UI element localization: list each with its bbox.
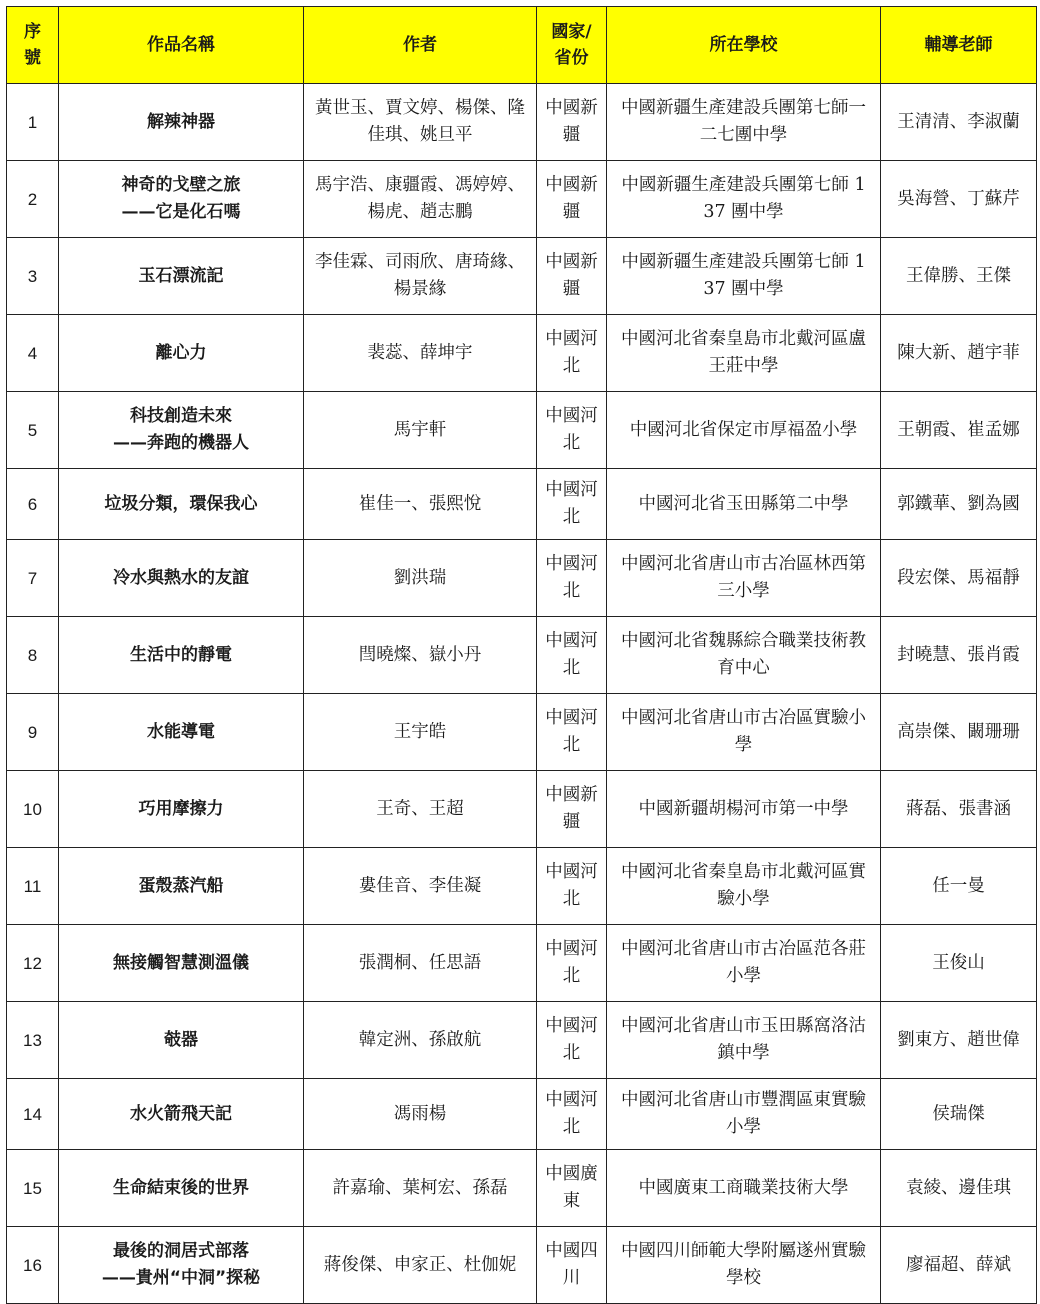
advisors-cell: 任一曼 [881,848,1037,925]
header-authors: 作者 [304,7,537,84]
advisors-cell: 蔣磊、張書涵 [881,771,1037,848]
row-index: 7 [7,540,59,617]
authors-cell: 王宇皓 [304,694,537,771]
work-title-line: 垃圾分類，環保我心 [104,493,258,514]
country-cell: 中國河北 [537,315,607,392]
advisors-cell: 段宏傑、馬福靜 [881,540,1037,617]
work-title [59,694,304,771]
work-title-line: 玉石漂流記 [138,265,224,286]
country-cell: 中國河北 [537,617,607,694]
advisors-cell: 郭鐵華、劉為國 [881,469,1037,540]
row-index: 4 [7,315,59,392]
work-title [59,469,304,540]
work-title [59,771,304,848]
work-title-line: 水能導電 [147,721,215,742]
country-cell: 中國四川 [537,1227,607,1304]
country-cell: 中國新疆 [537,161,607,238]
advisors-cell: 廖福超、薛斌 [881,1227,1037,1304]
table-row [7,540,1037,617]
authors-cell: 王奇、王超 [304,771,537,848]
country-cell: 中國新疆 [537,771,607,848]
work-title-line: 攲器 [164,1029,198,1050]
school-cell: 中國四川師範大學附屬遂州實驗學校 [607,1227,881,1304]
table-row [7,315,1037,392]
work-title-line: 離心力 [155,342,207,363]
advisors-cell: 王俊山 [881,925,1037,1002]
awards-table [6,6,1037,1304]
school-cell: 中國河北省秦皇島市北戴河區盧王莊中學 [607,315,881,392]
school-cell: 中國新疆生產建設兵團第七師 137 團中學 [607,238,881,315]
work-title-line: 科技創造未來 [130,406,232,426]
work-title [59,84,304,161]
school-cell: 中國河北省唐山市豐潤區東實驗小學 [607,1079,881,1150]
work-title-line: 生活中的靜電 [130,644,232,665]
advisors-cell: 劉東方、趙世偉 [881,1002,1037,1079]
work-title [59,315,304,392]
school-cell: 中國河北省唐山市古冶區林西第三小學 [607,540,881,617]
table-row [7,925,1037,1002]
school-cell: 中國河北省保定市厚福盈小學 [607,392,881,469]
work-title [59,238,304,315]
table-row [7,1002,1037,1079]
table-header [7,7,1037,84]
work-title [59,1227,304,1304]
row-index: 2 [7,161,59,238]
row-index: 3 [7,238,59,315]
authors-cell: 馮雨楊 [304,1079,537,1150]
row-index: 16 [7,1227,59,1304]
header-country: 國家/省份 [537,7,607,84]
table-row [7,617,1037,694]
authors-cell: 閆曉燦、嶽小丹 [304,617,537,694]
row-index: 6 [7,469,59,540]
authors-cell: 馬宇浩、康疆霞、馮婷婷、楊虎、趙志鵬 [304,161,537,238]
work-title-line: ——貴州“中洞”探秘 [101,1268,261,1288]
advisors-cell: 王偉勝、王傑 [881,238,1037,315]
row-index: 1 [7,84,59,161]
advisors-cell: 侯瑞傑 [881,1079,1037,1150]
country-cell: 中國河北 [537,392,607,469]
authors-cell: 婁佳音、李佳凝 [304,848,537,925]
table-row [7,161,1037,238]
header-work: 作品名稱 [59,7,304,84]
table-row [7,84,1037,161]
authors-cell: 許嘉瑜、葉柯宏、孫磊 [304,1150,537,1227]
authors-cell: 馬宇軒 [304,392,537,469]
work-title [59,161,304,238]
school-cell: 中國河北省秦皇島市北戴河區實驗小學 [607,848,881,925]
school-cell: 中國河北省玉田縣第二中學 [607,469,881,540]
country-cell: 中國新疆 [537,238,607,315]
school-cell: 中國廣東工商職業技術大學 [607,1150,881,1227]
row-index: 12 [7,925,59,1002]
authors-cell: 崔佳一、張熙悅 [304,469,537,540]
country-cell: 中國河北 [537,540,607,617]
advisors-cell: 高崇傑、闞珊珊 [881,694,1037,771]
authors-cell: 黃世玉、賈文婷、楊傑、隆佳琪、姚旦平 [304,84,537,161]
advisors-cell: 王朝霞、崔孟娜 [881,392,1037,469]
work-title [59,848,304,925]
work-title-line: 最後的洞居式部落 [113,1241,249,1261]
row-index: 8 [7,617,59,694]
table-row [7,392,1037,469]
row-index: 14 [7,1079,59,1150]
work-title-line: ——奔跑的機器人 [113,433,249,453]
work-title [59,540,304,617]
table-row [7,238,1037,315]
header-index: 序號 [7,7,59,84]
school-cell: 中國新疆胡楊河市第一中學 [607,771,881,848]
table-body [7,84,1037,1304]
authors-cell: 蔣俊傑、申家正、杜伽妮 [304,1227,537,1304]
work-title [59,1079,304,1150]
work-title [59,617,304,694]
table-row [7,1150,1037,1227]
school-cell: 中國河北省唐山市古冶區范各莊小學 [607,925,881,1002]
table-row [7,1079,1037,1150]
school-cell: 中國河北省唐山市玉田縣窩洛沽鎮中學 [607,1002,881,1079]
authors-cell: 裴蕊、薛坤宇 [304,315,537,392]
advisors-cell: 封曉慧、張肖霞 [881,617,1037,694]
work-title [59,1150,304,1227]
advisors-cell: 王清清、李淑蘭 [881,84,1037,161]
authors-cell: 劉洪瑞 [304,540,537,617]
work-title-line: 生命結束後的世界 [113,1177,249,1198]
country-cell: 中國河北 [537,848,607,925]
work-title-line: 巧用摩擦力 [138,798,224,819]
work-title-line: 冷水與熱水的友誼 [113,567,249,588]
row-index: 5 [7,392,59,469]
country-cell: 中國河北 [537,1079,607,1150]
header-row [7,7,1037,84]
header-advisors: 輔導老師 [881,7,1037,84]
country-cell: 中國河北 [537,469,607,540]
row-index: 13 [7,1002,59,1079]
work-title-line: 水火箭飛天記 [130,1103,232,1124]
country-cell: 中國河北 [537,694,607,771]
country-cell: 中國新疆 [537,84,607,161]
table-row [7,771,1037,848]
work-title-line: 蛋殼蒸汽船 [138,875,224,896]
advisors-cell: 陳大新、趙宇菲 [881,315,1037,392]
work-title [59,392,304,469]
table-row [7,1227,1037,1304]
country-cell: 中國河北 [537,1002,607,1079]
school-cell: 中國河北省唐山市古冶區實驗小學 [607,694,881,771]
work-title-line: 無接觸智慧測溫儀 [113,952,249,973]
work-title-line: 解辣神器 [147,111,215,132]
work-title-line: ——它是化石嗎 [121,202,241,222]
school-cell: 中國河北省魏縣綜合職業技術教育中心 [607,617,881,694]
advisors-cell: 袁綾、邊佳琪 [881,1150,1037,1227]
row-index: 11 [7,848,59,925]
row-index: 9 [7,694,59,771]
school-cell: 中國新疆生產建設兵團第七師 137 團中學 [607,161,881,238]
work-title [59,1002,304,1079]
authors-cell: 韓定洲、孫啟航 [304,1002,537,1079]
advisors-cell: 吳海營、丁蘇芹 [881,161,1037,238]
country-cell: 中國河北 [537,925,607,1002]
row-index: 15 [7,1150,59,1227]
table-row [7,848,1037,925]
table-row [7,469,1037,540]
table-row [7,694,1037,771]
row-index: 10 [7,771,59,848]
authors-cell: 李佳霖、司雨欣、唐琦緣、楊景緣 [304,238,537,315]
work-title [59,925,304,1002]
header-school: 所在學校 [607,7,881,84]
work-title-line: 神奇的戈壁之旅 [121,175,241,195]
school-cell: 中國新疆生產建設兵團第七師一二七團中學 [607,84,881,161]
authors-cell: 張潤桐、任思語 [304,925,537,1002]
country-cell: 中國廣東 [537,1150,607,1227]
